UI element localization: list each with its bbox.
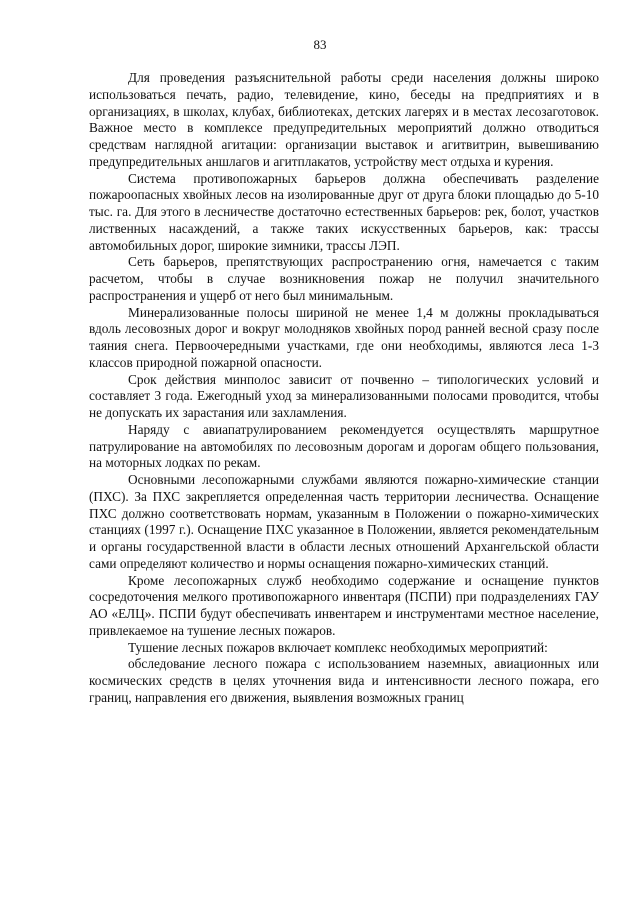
paragraph: Для проведения разъяснительной работы среди населения должны широко использоваться печать, радио, телевидение, кино, беседы на предприятиях и в организациях, в школах, клубах, библиотеках, детских лагерях и в местах лесозаготовок. Важное место в комплексе предупредительных мероприятий должно отводиться средствам наглядной агитации: организации выставок и агитвитрин, вывешиванию предупредительных аншлагов и агитплакатов, устройству мест отдыха и курения. xyxy=(89,70,599,169)
paragraph: обследование лесного пожара с использованием наземных, авиационных или космических средств в целях уточнения вида и интенсивности лесного пожара, его границ, направления его движения, выявления возможных границ xyxy=(89,656,599,705)
paragraph: Минерализованные полосы шириной не менее 1,4 м должны прокладываться вдоль лесовозных дорог и вокруг молодняков хвойных пород ранней весной сразу после таяния снега. Первоочередными участками, где они необходимы, являются леса 1-3 классов природной пожарной опасности. xyxy=(89,304,599,370)
paragraph: Основными лесопожарными службами являются пожарно-химические станции (ПХС). За ПХС закрепляется определенная часть территории лесничества. Оснащение ПХС должно соответствовать нормам, указанным в Положении о пожарно-химических станциях (1997 г.). Оснащение ПХС указанное в Положении, является рекомендательным и органы государственной власти в области лесных отношений Архангельской области сами определяют количество и нормы оснащения пожарно-химических станций. xyxy=(89,472,599,571)
page-number: 83 xyxy=(313,37,327,52)
paragraph: Наряду с авиапатрулированием рекомендуется осуществлять маршрутное патрулирование на автомобилях по лесовозным дорогам и дорогам общего пользования, на моторных лодках по рекам. xyxy=(89,421,599,471)
body-text xyxy=(89,70,599,707)
paragraph: Срок действия минполос зависит от почвенно – типологических условий и составляет 3 года. Ежегодный уход за минерализованными полосами проводится, чтобы не допускать их зарастания или захламления. xyxy=(89,371,599,420)
paragraph: Сеть барьеров, препятствующих распространению огня, намечается с таким расчетом, чтобы в случае возникновения пожар не получил значительного распространения и ущерб от него был минимальным. xyxy=(89,254,599,303)
paragraph: Тушение лесных пожаров включает комплекс необходимых мероприятий: xyxy=(128,639,548,655)
paragraph: Кроме лесопожарных служб необходимо содержание и оснащение пунктов сосредоточения мелкого противопожарного инвентаря (ПСПИ) при подразделениях ГАУ АО «ЕЛЦ». ПСПИ будут обеспечивать инвентарем и инструментами местное население, привлекаемое на тушение лесных пожаров. xyxy=(89,572,599,638)
paragraph: Система противопожарных барьеров должна обеспечивать разделение пожароопасных хвойных лесов на изолированные друг от друга блоки площадью до 5-10 тыс. га. Для этого в лесничестве достаточно естественных барьеров: рек, болот, участков лиственных насаждений, а также таких искусственных барьеров, как: трассы автомобильных дорог, широкие зимники, трассы ЛЭП. xyxy=(89,170,599,253)
